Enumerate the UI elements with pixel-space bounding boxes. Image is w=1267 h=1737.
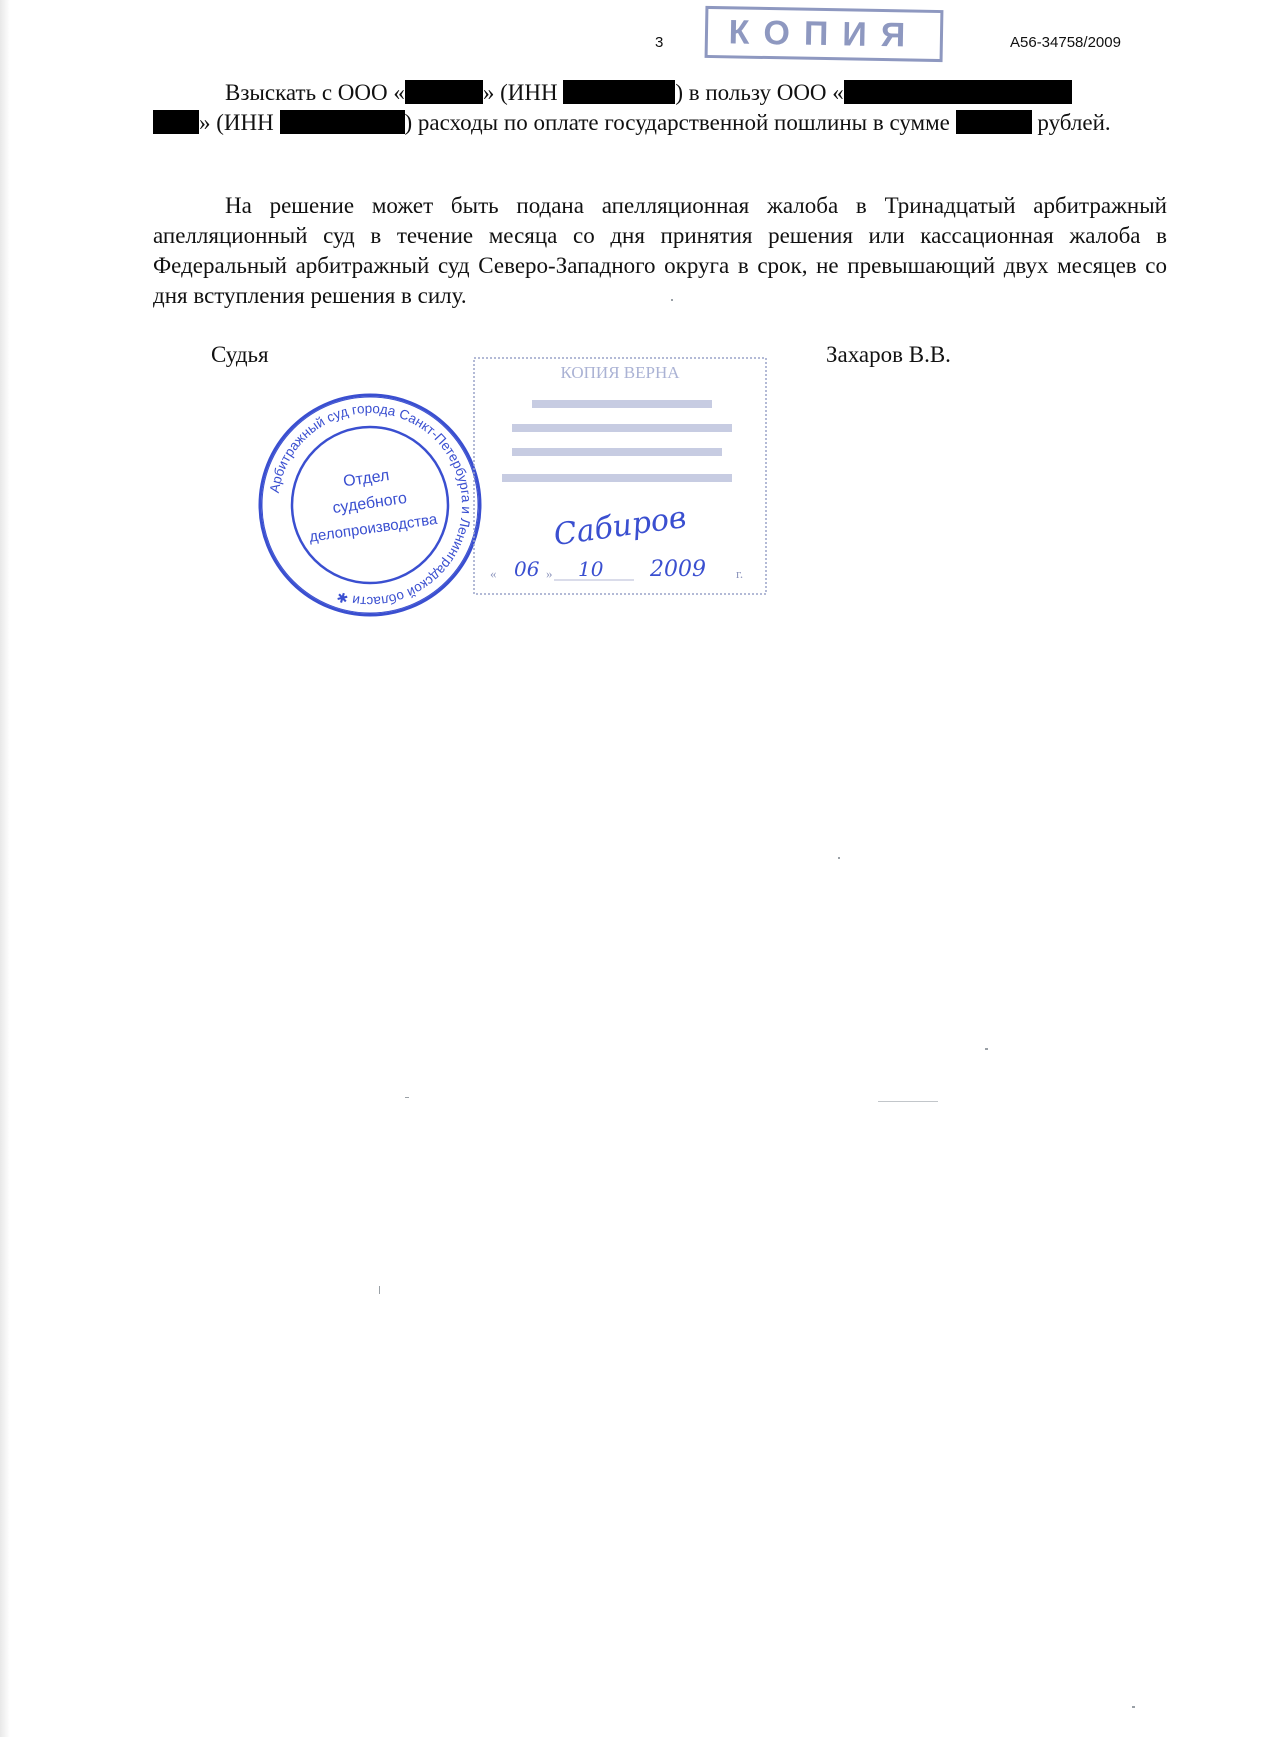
scan-speck: [379, 1286, 380, 1294]
seal-center-line-1: Отдел: [342, 467, 391, 491]
redaction-inn-2: [280, 110, 405, 134]
stamp-title: КОПИЯ ВЕРНА: [560, 363, 680, 382]
redaction-company-2: [844, 80, 1072, 104]
stamp-date-day: 06: [514, 557, 540, 581]
scan-speck: [671, 299, 673, 301]
stamp-signature: Сабиров: [551, 499, 689, 554]
scan-speck: [405, 1097, 409, 1098]
copy-stamp: КОПИЯ: [705, 6, 944, 62]
redaction-company-2-cont: [153, 110, 199, 134]
seal-center-line-3: делопроизводства: [308, 510, 439, 546]
stamp-year-suffix: г.: [736, 566, 744, 581]
scan-speck: [1132, 1706, 1135, 1708]
page-number: 3: [655, 34, 664, 51]
round-court-seal: [255, 390, 485, 620]
ruling-text-6: рублей.: [1031, 110, 1111, 135]
ruling-text-4: » (ИНН: [199, 110, 280, 135]
ruling-text-3: ) в пользу ООО «: [675, 80, 844, 105]
judge-name: Захаров В.В.: [826, 342, 951, 367]
ruling-text-5: ) расходы по оплате государственной пошлины в сумме: [404, 110, 956, 135]
scan-speck: [985, 1048, 988, 1050]
scan-edge: [0, 0, 10, 1737]
case-number: А56-34758/2009: [1010, 34, 1121, 51]
redaction-company-1: [405, 80, 483, 104]
scan-speck: [878, 1101, 938, 1102]
appeal-paragraph: [153, 191, 1167, 311]
judge-label: Судья: [211, 342, 269, 367]
stamp-date-year: 2009: [650, 557, 706, 582]
appeal-text: На решение может быть подана апелляционная жалоба в Тринадцатый арбитражный апелляционный суд в течение месяца со дня принятия решения или кассационная жалоба в Федеральный арбитражный суд Северо-Западного округа в срок, не превышающий двух месяцев со дня вступления решения в силу.: [153, 193, 1167, 308]
ruling-text-1: Взыскать с ООО «: [225, 80, 405, 105]
redaction-amount: [956, 110, 1032, 134]
certified-copy-stamp: [472, 356, 768, 596]
ruling-paragraph: [153, 78, 1167, 138]
redaction-inn-1: [563, 80, 675, 104]
stamp-quote-close: »: [546, 566, 553, 581]
stamp-quote-open: «: [490, 566, 497, 581]
ruling-text-2: » (ИНН: [482, 80, 564, 105]
scan-speck: [838, 857, 840, 859]
seal-center-line-2: судебного: [331, 489, 409, 518]
stamp-date-month: 10: [578, 557, 604, 581]
seal-ring-text: Арбитражный суд города Санкт-Петербурга и Ленинградской области ✱: [266, 400, 475, 610]
